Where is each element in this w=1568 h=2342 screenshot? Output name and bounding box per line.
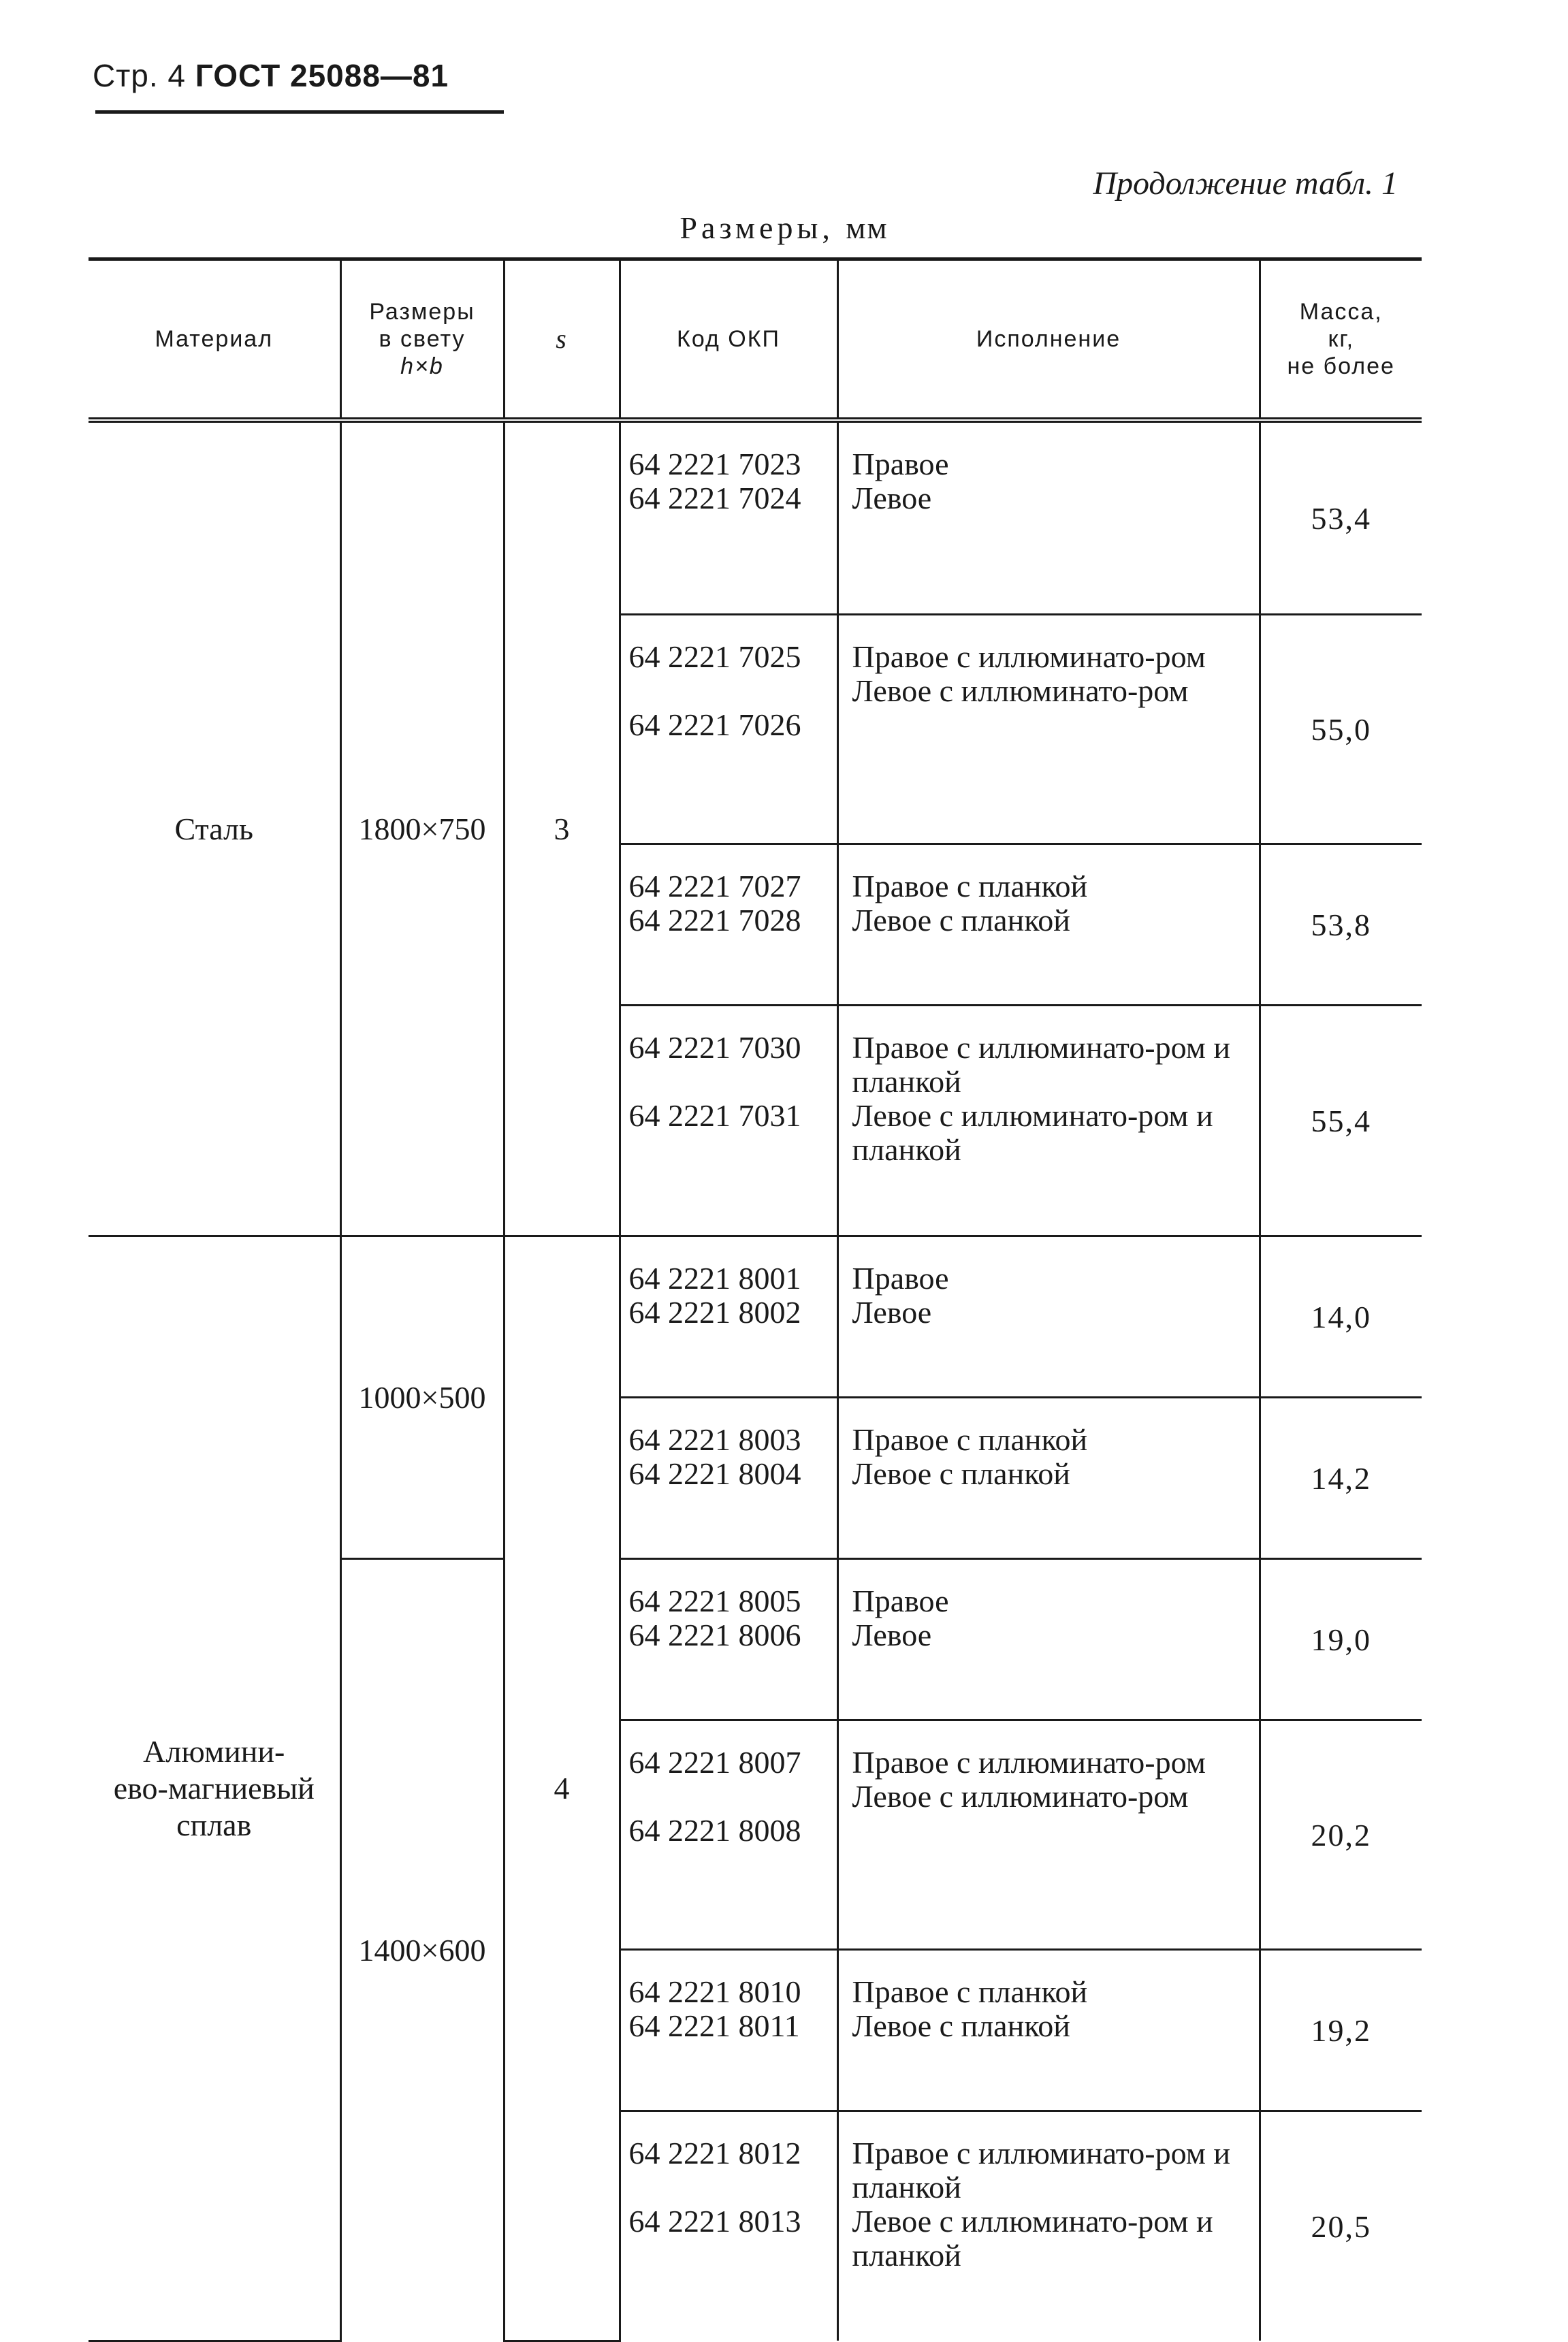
okp-code: 64 2221 8006 — [628, 1618, 801, 1652]
variant-text: Левое с планкой — [852, 1456, 1070, 1491]
variant-text: Правое с планкой — [852, 1974, 1088, 2009]
variant-text: Правое — [852, 1584, 949, 1618]
table-row — [89, 1236, 1422, 1398]
variant-text: Левое с планкой — [852, 2008, 1070, 2043]
okp-code: 64 2221 7031 — [628, 1098, 801, 1133]
variant-text: Левое с планкой — [852, 903, 1070, 937]
okp-code-cell — [620, 1720, 837, 1950]
okp-code: 64 2221 8004 — [628, 1456, 801, 1491]
okp-code: 64 2221 8005 — [628, 1584, 801, 1618]
page-number: Стр. 4 — [93, 58, 187, 93]
okp-code: 64 2221 8011 — [628, 2008, 800, 2043]
variant-text: Левое с иллюминато-ром и планкой — [852, 2204, 1213, 2273]
variant-text: Левое с иллюминато-ром и планкой — [852, 1098, 1213, 1167]
variant-cell — [837, 2111, 1260, 2341]
mass-cell: 14,0 — [1260, 1236, 1422, 1398]
column-header-dimensions-line: в свету — [379, 326, 466, 352]
variant-cell — [837, 615, 1260, 844]
okp-code: 64 2221 7024 — [628, 481, 801, 515]
variant-text: Левое с иллюминато-ром — [852, 1779, 1189, 1814]
column-header-material: Материал — [89, 259, 340, 421]
variant-text: Правое с иллюминато-ром и планкой — [852, 2136, 1230, 2204]
okp-code: 64 2221 8010 — [628, 1974, 801, 2009]
variant-cell — [837, 844, 1260, 1006]
material-text-line: ево-магниевый — [113, 1770, 315, 1806]
variant-text: Правое с иллюминато-ром — [852, 639, 1206, 674]
mass-cell: 20,5 — [1260, 2111, 1422, 2341]
column-header-thickness: s — [504, 259, 620, 421]
column-header-variant: Исполнение — [837, 259, 1260, 421]
units-caption-main: Размеры, — [679, 210, 834, 245]
mass-cell: 20,2 — [1260, 1720, 1422, 1950]
variant-text: Правое с иллюминато-ром — [852, 1745, 1206, 1780]
okp-code: 64 2221 7030 — [628, 1030, 801, 1065]
table-header-row — [89, 259, 1422, 421]
material-text-line: Алюмини- — [143, 1733, 285, 1769]
okp-code-cell — [620, 2111, 837, 2341]
okp-code-cell — [620, 1006, 837, 1236]
variant-text: Левое — [852, 481, 932, 515]
okp-code: 64 2221 8012 — [628, 2136, 801, 2170]
mass-cell: 19,2 — [1260, 1950, 1422, 2111]
variant-text: Правое с иллюминато-ром и планкой — [852, 1030, 1230, 1099]
variant-text: Левое — [852, 1618, 932, 1652]
variant-cell — [837, 1236, 1260, 1398]
dimensions-cell: 1800×750 — [340, 420, 504, 1236]
dimensions-cell: 1400×600 — [340, 1559, 504, 2341]
mass-cell: 53,8 — [1260, 844, 1422, 1006]
variant-cell — [837, 1950, 1260, 2111]
variant-cell — [837, 1720, 1260, 1950]
units-caption-unit: мм — [846, 210, 889, 245]
column-header-mass-line: не более — [1287, 353, 1395, 379]
table-continuation-label: Продолжение табл. 1 — [1093, 165, 1398, 202]
table-row — [89, 420, 1422, 615]
okp-code: 64 2221 8001 — [628, 1261, 801, 1296]
column-header-mass-line: Масса, — [1299, 299, 1383, 325]
column-header-dimensions — [340, 259, 504, 421]
units-caption — [0, 210, 1568, 246]
okp-code-cell — [620, 1950, 837, 2111]
variant-text: Правое — [852, 1261, 949, 1296]
variant-text: Правое с планкой — [852, 1422, 1088, 1457]
variant-cell — [837, 1006, 1260, 1236]
thickness-cell: 4 — [504, 1236, 620, 2341]
header-rule — [95, 110, 504, 114]
okp-code: 64 2221 8002 — [628, 1295, 801, 1330]
material-cell — [89, 1236, 340, 2341]
okp-code-cell — [620, 420, 837, 615]
okp-code: 64 2221 8013 — [628, 2204, 801, 2239]
okp-code: 64 2221 7023 — [628, 447, 801, 481]
column-header-okp-code: Код ОКП — [620, 259, 837, 421]
variant-text: Правое с планкой — [852, 869, 1088, 903]
variant-text: Левое — [852, 1295, 932, 1330]
dimensions-table — [89, 257, 1422, 2342]
variant-cell — [837, 1398, 1260, 1559]
okp-code-cell — [620, 1236, 837, 1398]
mass-cell: 19,0 — [1260, 1559, 1422, 1720]
okp-code-cell — [620, 844, 837, 1006]
okp-code: 64 2221 8007 — [628, 1745, 801, 1780]
mass-cell: 55,0 — [1260, 615, 1422, 844]
dimensions-cell: 1000×500 — [340, 1236, 504, 1559]
material-cell: Сталь — [89, 420, 340, 1236]
column-header-dimensions-formula: h×b — [400, 353, 444, 379]
okp-code-cell — [620, 615, 837, 844]
mass-cell: 55,4 — [1260, 1006, 1422, 1236]
column-header-dimensions-line: Размеры — [369, 299, 475, 325]
okp-code: 64 2221 8008 — [628, 1813, 801, 1848]
okp-code: 64 2221 7028 — [628, 903, 801, 937]
variant-cell — [837, 1559, 1260, 1720]
okp-code: 64 2221 8003 — [628, 1422, 801, 1457]
okp-code: 64 2221 7025 — [628, 639, 801, 674]
mass-cell: 14,2 — [1260, 1398, 1422, 1559]
variant-cell — [837, 420, 1260, 615]
page-header — [93, 57, 449, 94]
okp-code: 64 2221 7026 — [628, 707, 801, 742]
okp-code: 64 2221 7027 — [628, 869, 801, 903]
column-header-mass — [1260, 259, 1422, 421]
material-text-line: сплав — [176, 1807, 252, 1842]
okp-code-cell — [620, 1398, 837, 1559]
okp-code-cell — [620, 1559, 837, 1720]
column-header-mass-line: кг, — [1328, 326, 1355, 352]
variant-text: Левое с иллюминато-ром — [852, 673, 1189, 708]
standard-number: ГОСТ 25088—81 — [195, 58, 449, 93]
mass-cell: 53,4 — [1260, 420, 1422, 615]
thickness-cell: 3 — [504, 420, 620, 1236]
variant-text: Правое — [852, 447, 949, 481]
